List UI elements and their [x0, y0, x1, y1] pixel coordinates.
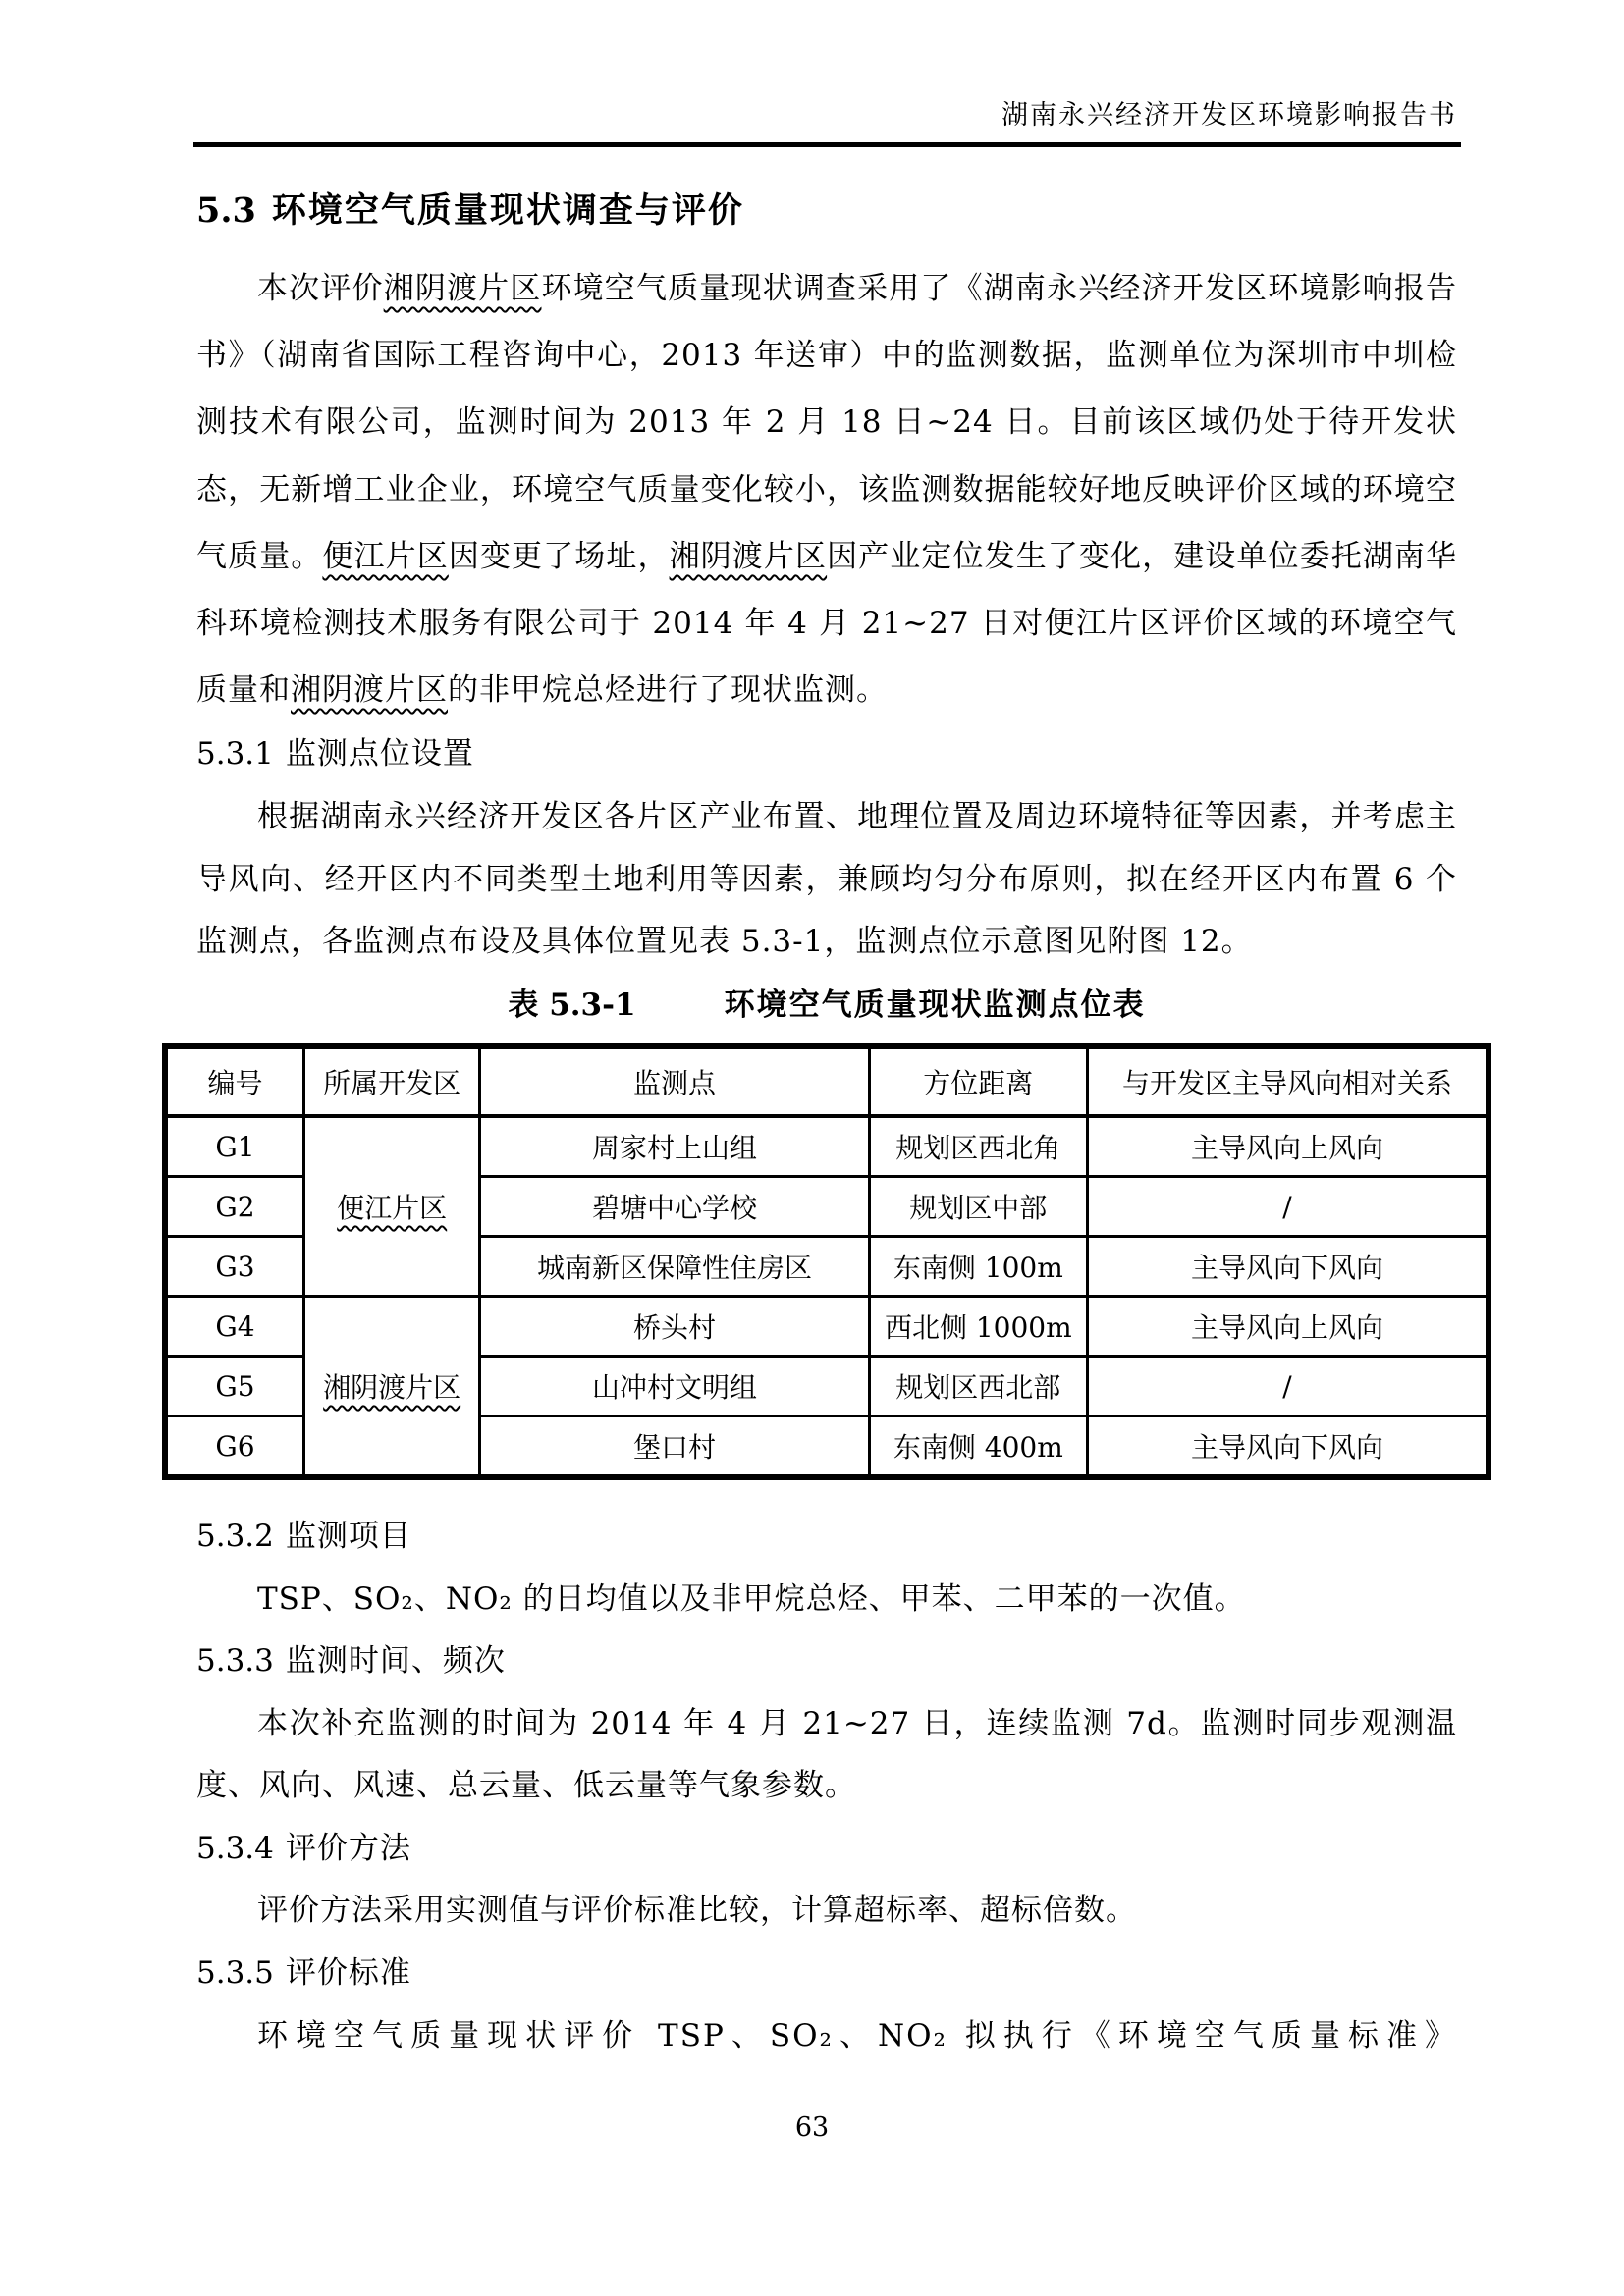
cell-distance: 东南侧 400m	[869, 1416, 1087, 1478]
proper-noun-underlined: 湘阴渡片区	[669, 538, 828, 574]
cell-wind: 主导风向下风向	[1088, 1416, 1489, 1478]
header-cell-id: 编号	[165, 1046, 304, 1116]
cell-wind: /	[1088, 1357, 1489, 1416]
header-cell-wind: 与开发区主导风向相对关系	[1088, 1046, 1489, 1116]
section-title: 评价方法	[285, 1830, 411, 1866]
header-title: 湖南永兴经济开发区环境影响报告书	[1001, 100, 1457, 131]
text-run: 环境空气质量现状调查采用了《湖南永兴经济开发区环境影响报告书》（湖南省国际工程咨询中心，2013 年送审）中的监测数据，监测单位为深圳市中圳检测技术有限公司，监测时间为 2013 年 2 月 18 日~24 日。目前该区域仍处于待开发状态，无新增工业企业，环境空气质量变化较小，该监测数据能较好地反映评价区域的环境空气质量。	[196, 271, 1458, 574]
cell-wind: 主导风向下风向	[1088, 1237, 1489, 1297]
section-heading-5-3-5	[196, 1943, 1457, 2005]
text-run: 因产业定位发生了变化，建设单位委托湖南华科环境检测技术服务有限公司于 2014 年 4 月 21~27 日对便江片区评价区域的环境空气质量和	[196, 538, 1458, 709]
header-cell-zone: 所属开发区	[304, 1046, 480, 1116]
table-caption	[196, 982, 1457, 1031]
section-title: 监测时间、频次	[285, 1643, 506, 1680]
section-heading-5-3-3	[196, 1630, 1457, 1693]
section-number: 5.3.4	[196, 1830, 274, 1866]
cell-distance: 规划区中部	[869, 1177, 1087, 1237]
paragraph-intro	[196, 255, 1457, 723]
page-number: 63	[794, 2112, 830, 2143]
section-title: 监测项目	[285, 1519, 411, 1555]
cell-wind: /	[1088, 1177, 1489, 1237]
section-title: 评价标准	[285, 1955, 411, 1992]
section-heading-5-3-4	[196, 1818, 1457, 1881]
proper-noun-underlined: 湘阴渡片区	[383, 271, 542, 307]
cell-wind: 主导风向上风向	[1088, 1297, 1489, 1357]
cell-site: 碧塘中心学校	[480, 1177, 869, 1237]
text-run: 因变更了场址，	[448, 538, 670, 574]
table-caption-title: 环境空气质量现状监测点位表	[724, 987, 1146, 1023]
cell-id: G5	[165, 1357, 304, 1416]
cell-id: G1	[165, 1116, 304, 1177]
monitoring-points-table	[162, 1043, 1491, 1480]
section-heading-5-3-2	[196, 1506, 1457, 1569]
cell-distance: 西北侧 1000m	[869, 1297, 1087, 1357]
section-number: 5.3.3	[196, 1643, 274, 1680]
cell-wind: 主导风向上风向	[1088, 1116, 1489, 1177]
proper-noun-underlined: 便江片区	[322, 538, 449, 574]
table-caption-label: 表 5.3-1	[508, 987, 636, 1023]
table-row	[165, 1297, 1489, 1357]
zone-name-underlined: 湘阴渡片区	[323, 1371, 461, 1405]
section-number: 5.3.1	[196, 736, 274, 773]
table-header-row	[165, 1046, 1489, 1116]
zone-name-underlined: 便江片区	[337, 1192, 448, 1225]
table-row	[165, 1116, 1489, 1177]
cell-site: 堡口村	[480, 1416, 869, 1478]
paragraph-5-3-2: TSP、SO₂、NO₂ 的日均值以及非甲烷总烃、甲苯、二甲苯的一次值。	[257, 1580, 1246, 1617]
cell-zone-group1	[304, 1116, 480, 1297]
page-footer	[0, 2112, 1624, 2143]
paragraph-5-3-3: 本次补充监测的时间为 2014 年 4 月 21~27 日，连续监测 7d。监测时同步观测温度、风向、风速、总云量、低云量等气象参数。	[196, 1705, 1457, 1804]
section-heading-5-3-1	[196, 723, 1457, 786]
cell-site: 桥头村	[480, 1297, 869, 1357]
proper-noun-underlined: 湘阴渡片区	[291, 672, 448, 709]
cell-zone-group2	[304, 1297, 480, 1478]
cell-site: 城南新区保障性住房区	[480, 1237, 869, 1297]
paragraph-5-3-1: 根据湖南永兴经济开发区各片区产业布置、地理位置及周边环境特征等因素，并考虑主导风向、经开区内不同类型土地利用等因素，兼顾均匀分布原则，拟在经开区内布置 6 个监测点，各监测点布设及具体位置见表 5.3-1，监测点位示意图见附图 12。	[196, 798, 1457, 960]
cell-id: G2	[165, 1177, 304, 1237]
section-number: 5.3.5	[196, 1955, 274, 1992]
page-content	[196, 190, 1457, 2067]
section-heading-5-3	[196, 190, 1457, 232]
text-run: 的非甲烷总烃进行了现状监测。	[448, 672, 888, 709]
section-number: 5.3.2	[196, 1519, 274, 1555]
cell-distance: 规划区西北部	[869, 1357, 1087, 1416]
cell-site: 山冲村文明组	[480, 1357, 869, 1416]
section-number: 5.3	[196, 190, 256, 232]
header-cell-distance: 方位距离	[869, 1046, 1087, 1116]
text-run: 本次评价	[257, 271, 384, 307]
paragraph-5-3-4: 评价方法采用实测值与评价标准比较，计算超标率、超标倍数。	[257, 1893, 1137, 1929]
cell-site: 周家村上山组	[480, 1116, 869, 1177]
cell-id: G3	[165, 1237, 304, 1297]
page-header	[196, 98, 1457, 133]
cell-distance: 东南侧 100m	[869, 1237, 1087, 1297]
paragraph-5-3-5: 环境空气质量现状评价 TSP、SO₂、NO₂ 拟执行《环境空气质量标准》	[257, 2017, 1457, 2054]
cell-id: G6	[165, 1416, 304, 1478]
section-title: 监测点位设置	[285, 736, 474, 773]
section-title: 环境空气质量现状调查与评价	[271, 191, 744, 232]
cell-distance: 规划区西北角	[869, 1116, 1087, 1177]
header-rule	[193, 142, 1461, 147]
header-cell-site: 监测点	[480, 1046, 869, 1116]
cell-id: G4	[165, 1297, 304, 1357]
